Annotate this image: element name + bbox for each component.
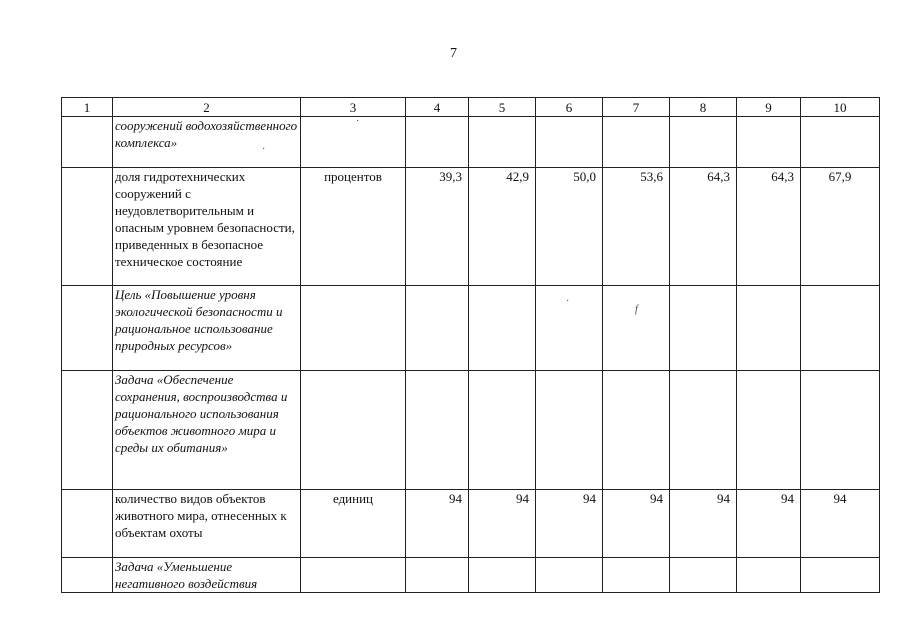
value-cell xyxy=(536,558,603,593)
value-cell xyxy=(670,558,737,593)
scan-speck: · xyxy=(356,116,360,127)
unit-cell: процентов xyxy=(301,168,406,286)
value-cell xyxy=(670,117,737,168)
table-row xyxy=(62,286,880,371)
value-cell: 94 xyxy=(737,490,801,558)
header-row xyxy=(62,98,880,117)
value-cell xyxy=(469,558,536,593)
row-number-cell xyxy=(62,286,113,371)
value-cell: 53,6 xyxy=(603,168,670,286)
value-cell xyxy=(469,117,536,168)
page-number: 7 xyxy=(450,46,457,61)
value-cell xyxy=(801,558,880,593)
value-cell xyxy=(406,558,469,593)
value-cell: 50,0 xyxy=(536,168,603,286)
value-cell xyxy=(801,371,880,490)
value-cell: 39,3 xyxy=(406,168,469,286)
value-cell: 94 xyxy=(469,490,536,558)
value-cell xyxy=(737,117,801,168)
value-cell xyxy=(536,117,603,168)
indicator-text: количество видов объектов животного мира, отнесенных к объектам охоты xyxy=(113,490,301,558)
value-cell xyxy=(603,286,670,371)
value-cell: 94 xyxy=(670,490,737,558)
row-number-cell xyxy=(62,558,113,593)
header-cell: 2 xyxy=(113,98,301,117)
value-cell xyxy=(670,371,737,490)
table-row xyxy=(62,371,880,490)
table-row xyxy=(62,558,880,593)
value-cell: 94 xyxy=(603,490,670,558)
unit-cell xyxy=(301,286,406,371)
value-cell xyxy=(737,558,801,593)
indicator-text: Задача «Обеспечение сохранения, воспроизводства и рационального использования объектов животного мира и среды их обитания» xyxy=(113,371,301,490)
value-cell xyxy=(469,286,536,371)
header-cell: 5 xyxy=(469,98,536,117)
unit-cell xyxy=(301,371,406,490)
value-cell xyxy=(406,286,469,371)
header-cell: 7 xyxy=(603,98,670,117)
value-cell xyxy=(801,117,880,168)
row-number-cell xyxy=(62,490,113,558)
header-cell: 6 xyxy=(536,98,603,117)
value-cell: 64,3 xyxy=(670,168,737,286)
value-cell xyxy=(801,286,880,371)
value-cell xyxy=(469,371,536,490)
value-cell xyxy=(536,371,603,490)
row-number-cell xyxy=(62,117,113,168)
value-cell xyxy=(603,117,670,168)
header-cell: 8 xyxy=(670,98,737,117)
indicator-text: сооружений водохозяйственного комплекса» xyxy=(113,117,301,168)
value-cell: 94 xyxy=(536,490,603,558)
header-cell: 10 xyxy=(801,98,880,117)
value-cell: 94 xyxy=(406,490,469,558)
indicators-table xyxy=(61,97,880,593)
table-row xyxy=(62,490,880,558)
value-cell xyxy=(737,286,801,371)
scan-speck: · xyxy=(566,296,570,307)
value-cell xyxy=(737,371,801,490)
table-row xyxy=(62,168,880,286)
value-cell xyxy=(406,371,469,490)
value-cell xyxy=(603,558,670,593)
value-cell xyxy=(670,286,737,371)
indicator-text: Цель «Повышение уровня экологической безопасности и рациональное использование природных ресурсов» xyxy=(113,286,301,371)
unit-cell: единиц xyxy=(301,490,406,558)
scan-speck: f xyxy=(635,304,638,315)
header-cell: 3 xyxy=(301,98,406,117)
row-number-cell xyxy=(62,168,113,286)
scan-speck: · xyxy=(262,144,266,155)
indicator-text: доля гидротехнических сооружений с неудовлетворительным и опасным уровнем безопасности, приведенных в безопасное техническое состояние xyxy=(113,168,301,286)
value-cell: 64,3 xyxy=(737,168,801,286)
value-cell xyxy=(406,117,469,168)
unit-cell xyxy=(301,558,406,593)
table-row xyxy=(62,117,880,168)
value-cell: 42,9 xyxy=(469,168,536,286)
value-cell: 67,9 xyxy=(801,168,880,286)
indicator-text: Задача «Уменьшение негативного воздействия xyxy=(113,558,301,593)
value-cell xyxy=(603,371,670,490)
row-number-cell xyxy=(62,371,113,490)
unit-cell xyxy=(301,117,406,168)
header-cell: 9 xyxy=(737,98,801,117)
header-cell: 1 xyxy=(62,98,113,117)
value-cell: 94 xyxy=(801,490,880,558)
header-cell: 4 xyxy=(406,98,469,117)
